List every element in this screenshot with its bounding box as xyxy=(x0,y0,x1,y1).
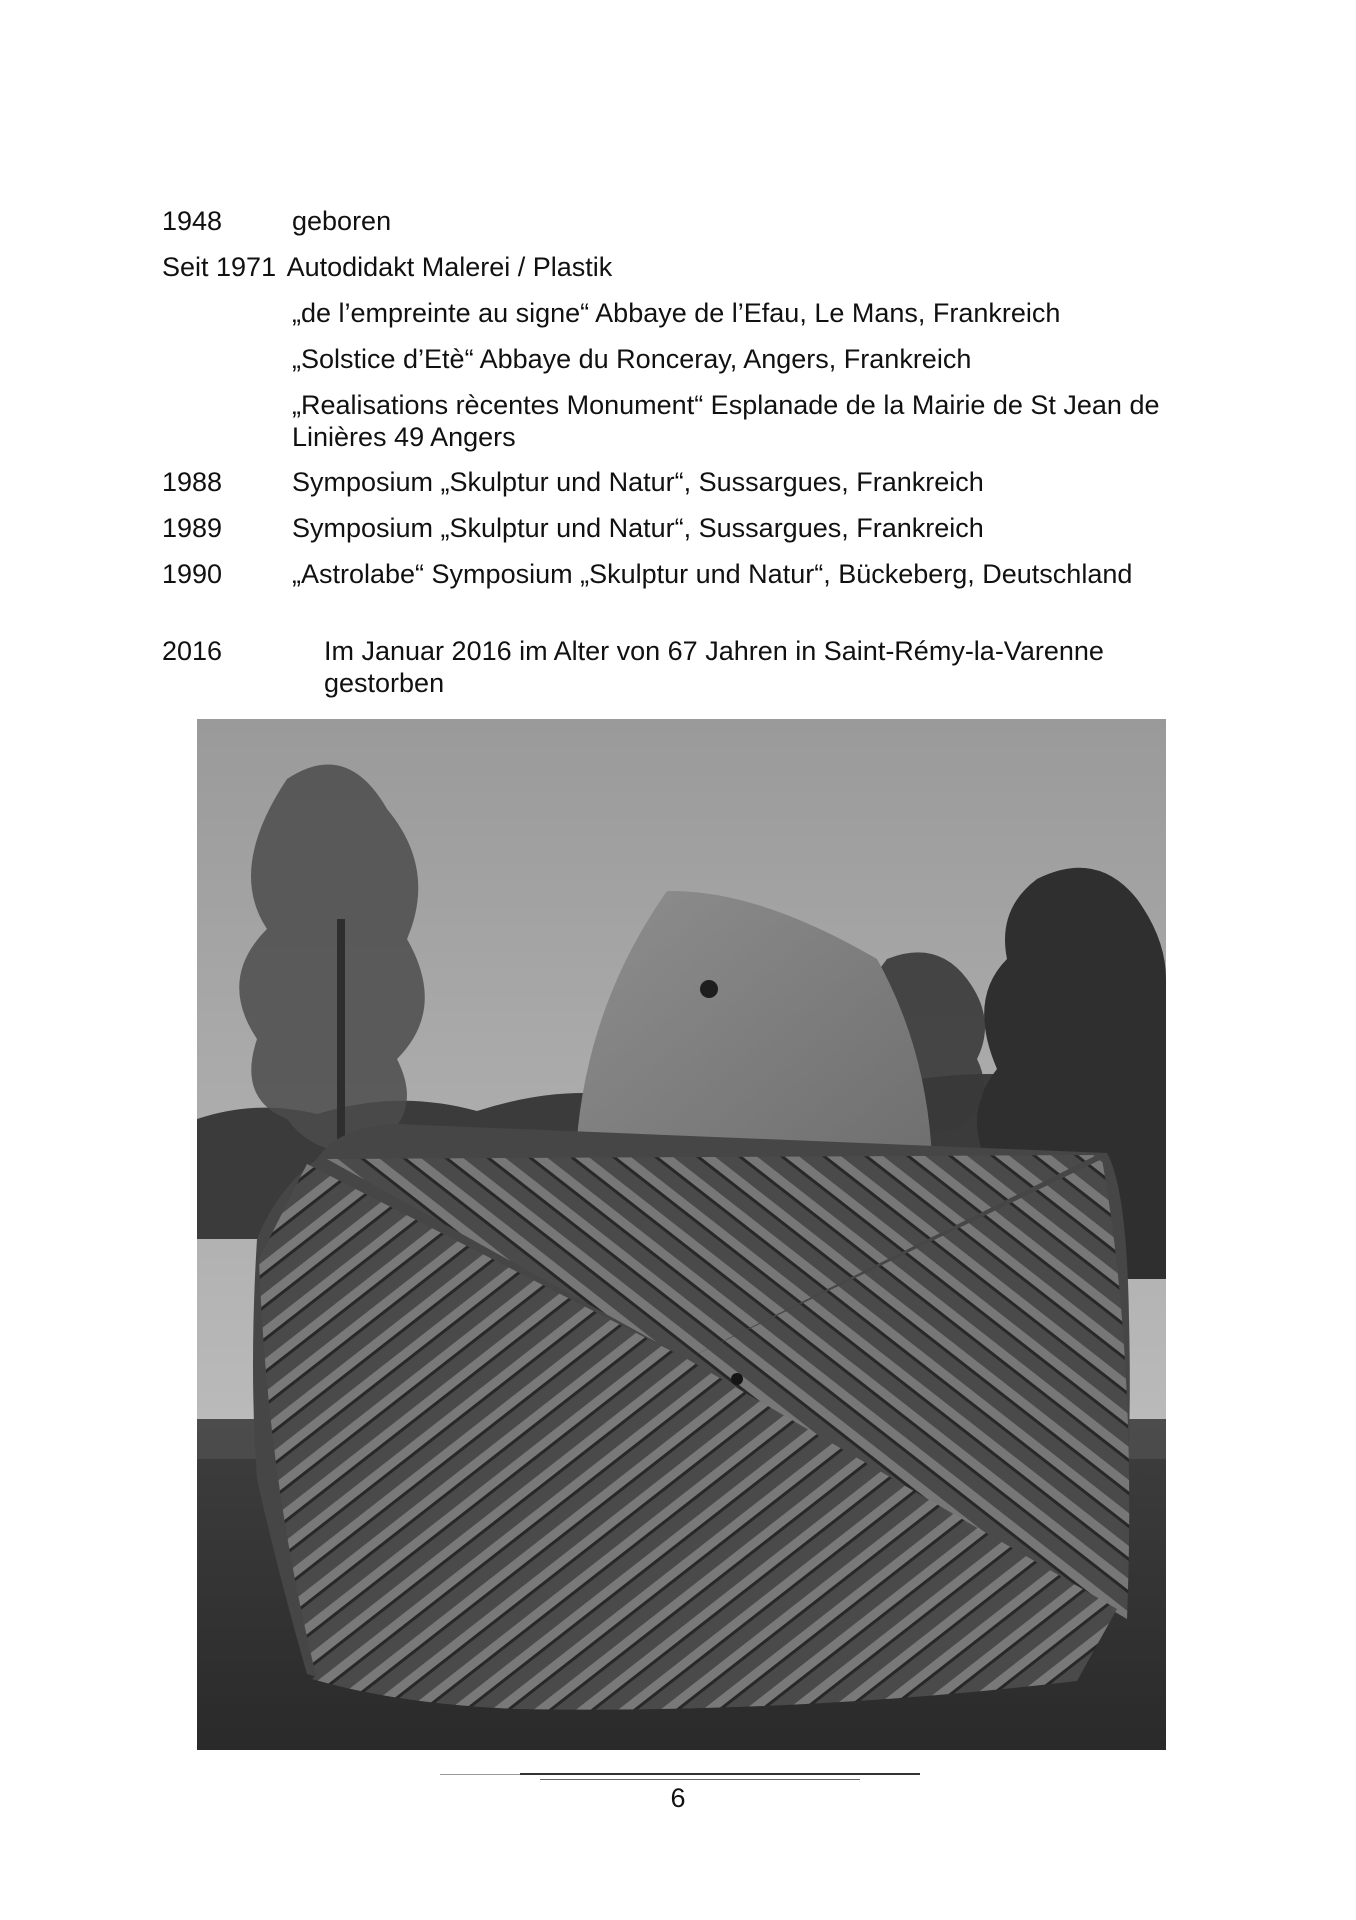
entry-2016 xyxy=(162,635,1222,712)
entry-year: 1990 xyxy=(162,559,223,589)
exhibition-efau xyxy=(162,297,1222,343)
entry-year: 1948 xyxy=(162,206,223,236)
entry-text: Autodidakt Malerei / Plastik xyxy=(286,252,613,282)
entry-year: 1989 xyxy=(162,513,223,543)
sculpture-photo xyxy=(197,719,1166,1750)
exhibition-ronceray xyxy=(162,343,1222,389)
entry-year: 1988 xyxy=(162,467,223,497)
entry-year: 2016 xyxy=(162,636,223,666)
entry-1948 xyxy=(162,205,1222,251)
exhibition-st-jean xyxy=(162,389,1222,466)
entry-1988 xyxy=(162,466,1222,512)
entry-text: „de l’empreinte au signe“ Abbaye de l’Efau, Le Mans, Frankreich xyxy=(292,298,1061,328)
entry-1990 xyxy=(162,558,1222,635)
entry-text: „Solstice d’Etè“ Abbaye du Ronceray, Angers, Frankreich xyxy=(292,344,972,374)
entry-year: Seit 1971 xyxy=(162,252,277,282)
entry-text: Im Januar 2016 im Alter von 67 Jahren in Saint-Rémy-la-Varenne gestorben xyxy=(324,636,1104,698)
entry-1989 xyxy=(162,512,1222,558)
page-number: 6 xyxy=(670,1783,686,1813)
sculpture-photo-image xyxy=(197,719,1166,1750)
entry-text: Symposium „Skulptur und Natur“, Sussargues, Frankreich xyxy=(292,467,984,497)
biography-list xyxy=(162,205,1222,712)
entry-text: geboren xyxy=(292,206,392,236)
entry-text: „Astrolabe“ Symposium „Skulptur und Natur“, Bückeberg, Deutschland xyxy=(292,559,1133,589)
entry-text: Symposium „Skulptur und Natur“, Sussargues, Frankreich xyxy=(292,513,984,543)
entry-line xyxy=(162,251,1222,283)
entry-text: „Realisations rècentes Monument“ Esplanade de la Mairie de St Jean de Linières 49 Angers xyxy=(292,390,1160,452)
entry-1971 xyxy=(162,251,1222,297)
